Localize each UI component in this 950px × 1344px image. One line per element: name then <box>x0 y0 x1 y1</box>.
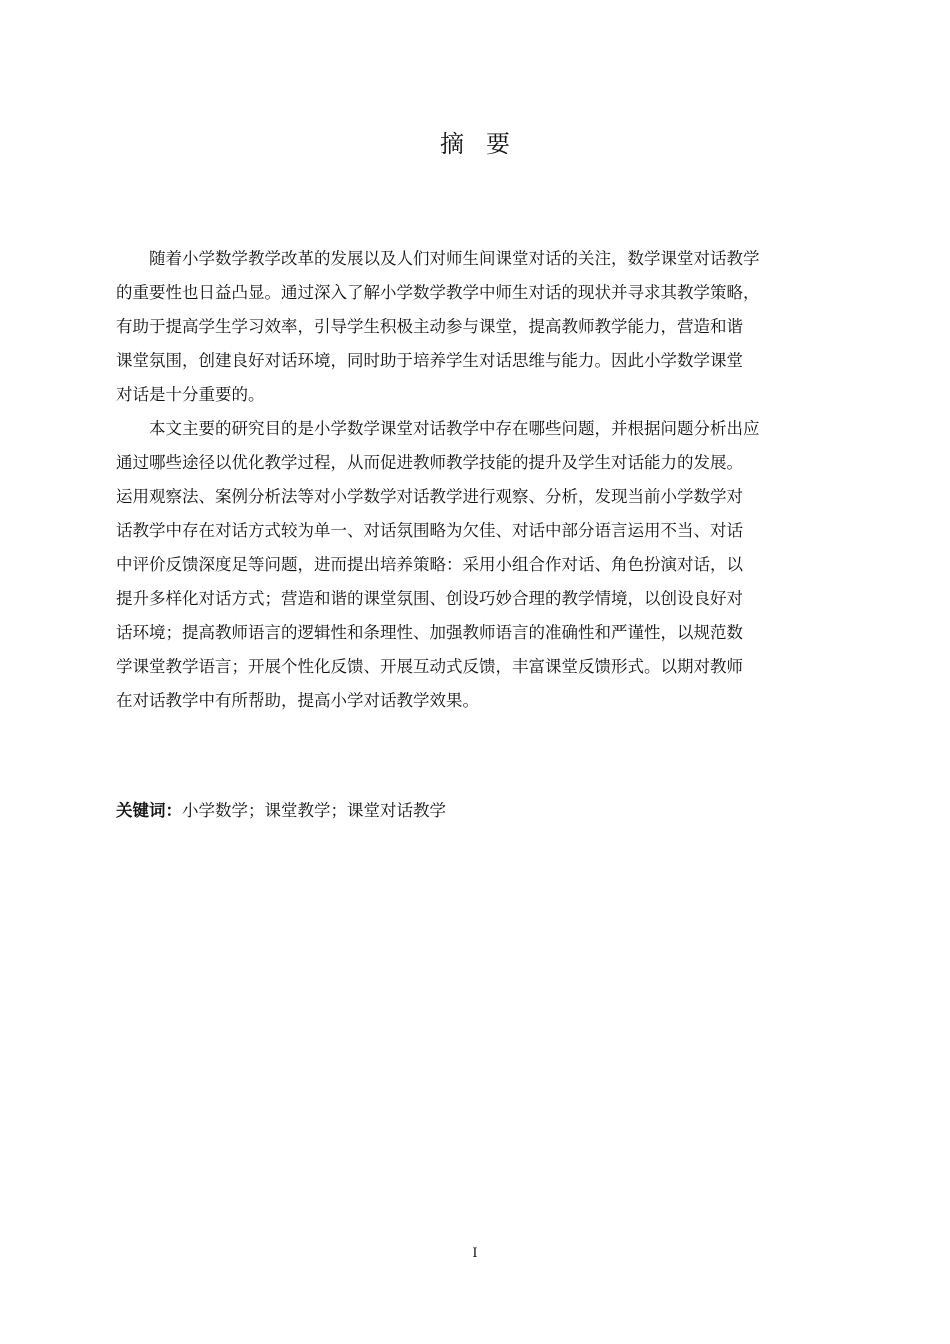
paragraph-2-line: 话教学中存在对话方式较为单一、对话氛围略为欠佳、对话中部分语言运用不当、对话 <box>116 521 743 540</box>
paragraph-2-line: 运用观察法、案例分析法等对小学数学对话教学进行观察、分析，发现当前小学数学对 <box>116 487 743 506</box>
paragraph-1-line: 课堂氛围，创建良好对话环境，同时助于培养学生对话思维与能力。因此小学数学课堂 <box>116 351 743 370</box>
abstract-body <box>116 242 866 718</box>
keywords-value: 小学数学；课堂教学；课堂对话教学 <box>182 801 446 820</box>
paragraph-2-line: 通过哪些途径以优化教学过程，从而促进教师教学技能的提升及学生对话能力的发展。 <box>116 453 743 472</box>
page-number: I <box>472 1246 478 1261</box>
paragraph-2-line: 提升多样化对话方式；营造和谐的课堂氛围、创设巧妙合理的教学情境，以创设良好对 <box>116 589 743 608</box>
paragraph-2-line: 学课堂教学语言；开展个性化反馈、开展互动式反馈，丰富课堂反馈形式。以期对教师 <box>116 657 743 676</box>
paragraph-2-line: 话环境；提高教师语言的逻辑性和条理性、加强教师语言的准确性和严谨性，以规范数 <box>116 623 743 642</box>
paragraph-1-line: 随着小学数学教学改革的发展以及人们对师生间课堂对话的关注，数学课堂对话教学 <box>149 249 760 268</box>
paragraph-2-line: 本文主要的研究目的是小学数学课堂对话教学中存在哪些问题，并根据问题分析出应 <box>149 419 760 438</box>
keywords-line <box>116 796 446 826</box>
keywords-label: 关键词： <box>116 801 182 820</box>
paragraph-1-line: 对话是十分重要的。 <box>116 385 265 404</box>
paragraph-2-line: 中评价反馈深度足等问题，进而提出培养策略：采用小组合作对话、角色扮演对话，以 <box>116 555 743 574</box>
paragraph-1-line: 有助于提高学生学习效率，引导学生积极主动参与课堂，提高教师教学能力，营造和谐 <box>116 317 743 336</box>
paragraph-1-line: 的重要性也日益凸显。通过深入了解小学数学教学中师生对话的现状并寻求其教学策略， <box>116 283 760 302</box>
page-title: 摘要 <box>440 130 532 158</box>
paragraph-2-line: 在对话教学中有所帮助，提高小学对话教学效果。 <box>116 691 479 710</box>
